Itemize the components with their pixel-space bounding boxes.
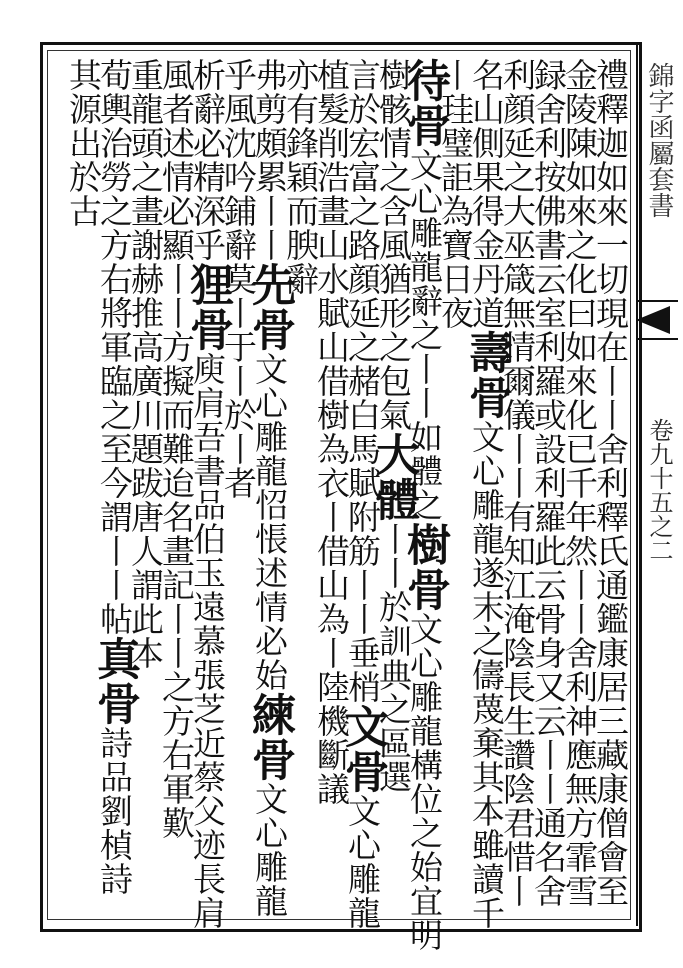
margin-rule-bottom	[636, 338, 678, 340]
column-segment: 重龍頭之畫謝赫推高廣川題跋唐人謂此本	[126, 58, 165, 670]
column-segment: 利顔延之大巫箴無情爾儀丨丨有知江淹陰長生讚陰君惜丨	[498, 58, 537, 908]
column-segment: 文心雕龍	[250, 782, 289, 918]
column-segment: 文心雕龍構位之始宜明	[405, 612, 444, 952]
column-segment: 金陵陳如來之化曰如來化已千年然丨丨舍利神應無方霏雪	[560, 58, 599, 908]
column-segment: 丨丨於訓典之區選	[374, 522, 413, 794]
column-segment: 風者述情必顯	[157, 58, 196, 262]
column-segment: 文心雕龍遂末之儔蔑棄其本雖讀千	[467, 420, 506, 930]
headword: 先骨	[244, 262, 295, 352]
headword: 壽骨	[461, 330, 512, 420]
column-segment: 乎風沈吟鋪辭莫丨于丨	[219, 58, 258, 398]
column-segment: 析辭必精深乎	[188, 58, 227, 262]
column-segment: 庾肩吾書品伯玉遠慕張芝近蔡父迹長肩	[188, 352, 227, 930]
column-segment: 丨丨方擬而難迨名畫記丨丨之方右軍歎	[157, 262, 196, 840]
column-text	[64, 58, 102, 228]
headword: 狸骨	[182, 262, 233, 352]
column-segment: 弗剪頗累丨丨	[250, 58, 289, 262]
fish-tail-mark-icon	[636, 306, 670, 334]
column-segment: 名山側果得金丹道	[467, 58, 506, 330]
column-segment: 於丨者	[219, 398, 258, 500]
column-segment: 亦有鋒穎而腴辭	[281, 58, 320, 296]
headword: 練骨	[244, 692, 295, 782]
headword: 樹骨	[399, 522, 450, 612]
column-segment: 樹骸情之含風猶形之包氣	[374, 58, 413, 432]
column-segment: 丨珪璧詎為寶日夜	[436, 58, 475, 330]
column-segment: 文心雕龍辭之丨丨如體之	[405, 148, 444, 522]
column-segment: 禮釋迦如來一切現在丨丨舍利釋氏通鑑康居三藏康僧會至	[591, 58, 630, 908]
column-segment: 言於宏富之路顔延之赭白馬賦附筋丨丨垂梢	[343, 58, 382, 704]
headword: 大體	[368, 432, 419, 522]
column-segment: 録舍利按佛書云室利羅或設利羅此云骨身又云丨丨通名舍	[529, 58, 568, 908]
margin-book-title: 錦字函屬套書	[644, 62, 674, 218]
headword: 真骨	[89, 636, 140, 726]
column-segment: 文心雕龍	[343, 794, 382, 930]
column-segment: 文心雕龍怊悵述情必始	[250, 352, 289, 692]
headword: 待骨	[399, 58, 450, 148]
column-segment: 詩品劉楨詩	[95, 726, 134, 896]
column-segment: 荀輿治勞之方右將軍臨之至今謂丨丨帖	[95, 58, 134, 636]
margin-volume-label: 卷九十五之二	[645, 418, 673, 562]
text-column	[64, 58, 102, 916]
margin-rule-top	[636, 300, 678, 302]
column-segment: 植髮削浩畫山水賦山借樹為衣丨借山為丨	[312, 58, 351, 670]
column-segment: 其源出於古	[64, 58, 103, 228]
headword: 文骨	[337, 704, 388, 794]
column-segment: 陸機斷議	[312, 670, 351, 806]
